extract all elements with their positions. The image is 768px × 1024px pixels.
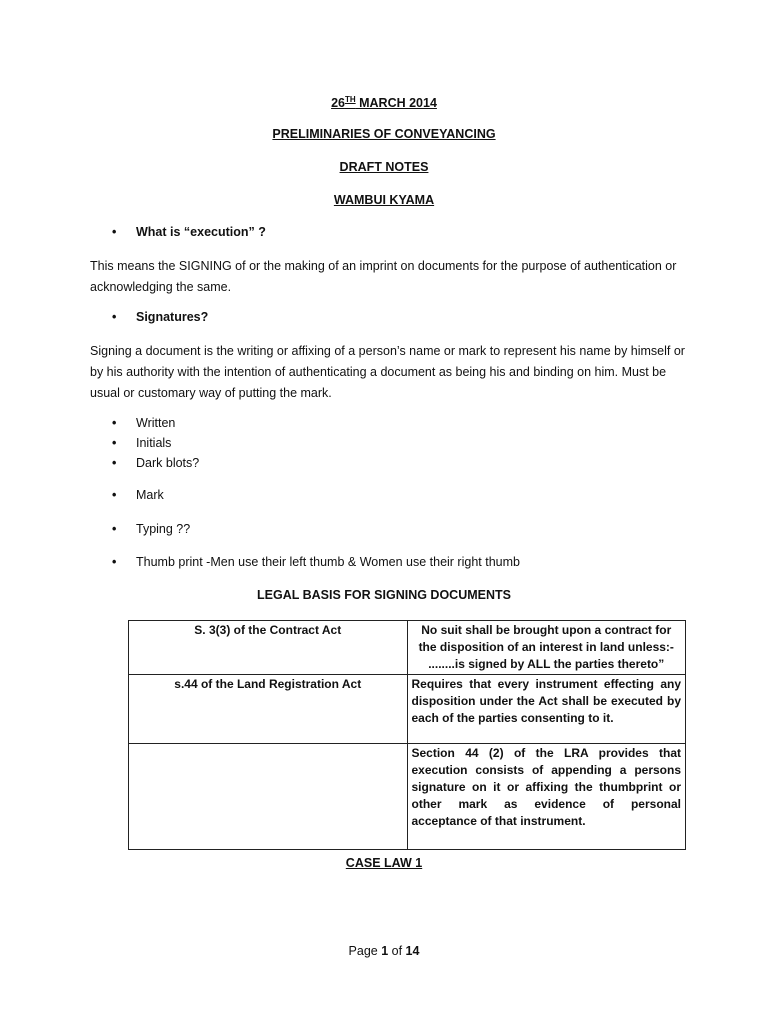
legal-basis-heading: LEGAL BASIS FOR SIGNING DOCUMENTS [257, 588, 511, 602]
case-law-heading: CASE LAW 1 [345, 856, 423, 870]
execution-definition: This means the SIGNING of or the making of an imprint on documents for the purpose of authentication or acknowledging the same. [90, 259, 677, 294]
signatures-definition: Signing a document is the writing or affixing of a person’s name or mark to represent his name by himself or by his authority with the intention of authenticating a document as being his and binding on him. Must be usual or customary way of putting the mark. [90, 344, 685, 400]
act-cell: S. 3(3) of the Contract Act [129, 621, 408, 675]
signature-type-item: • Mark [112, 488, 164, 502]
provision-cell: No suit shall be brought upon a contract for the disposition of an interest in land unless:- ........is signed by ALL the parties thereto” [407, 621, 686, 675]
document-type: DRAFT NOTES [339, 160, 429, 174]
legal-basis-table [128, 620, 686, 850]
document-date: 26TH MARCH 2014 [331, 95, 437, 111]
execution-question: • What is “execution” ? [112, 225, 266, 239]
provision-cell: Requires that every instrument effecting any disposition under the Act shall be executed by each of the parties consenting to it. [407, 675, 686, 744]
table-row [129, 744, 686, 850]
table-row [129, 675, 686, 744]
signature-type-item: • Typing ?? [112, 522, 191, 536]
signature-type-item: • Thumb print -Men use their left thumb & Women use their right thumb [112, 555, 520, 569]
act-cell [129, 744, 408, 850]
signature-type-item: • Written [112, 416, 176, 430]
signature-type-item: • Initials [112, 436, 172, 450]
signatures-question: • Signatures? [112, 310, 209, 324]
signature-type-item: • Dark blots? [112, 456, 200, 470]
table-row [129, 621, 686, 675]
act-cell: s.44 of the Land Registration Act [129, 675, 408, 744]
document-author: WAMBUI KYAMA [333, 193, 435, 207]
document-subject: PRELIMINARIES OF CONVEYANCING [272, 127, 496, 141]
provision-cell: Section 44 (2) of the LRA provides that execution consists of appending a persons signature on it or affixing the thumbprint or other mark as evidence of personal acceptance of that instrument. [407, 744, 686, 850]
page-number: Page 1 of 14 [348, 944, 420, 958]
